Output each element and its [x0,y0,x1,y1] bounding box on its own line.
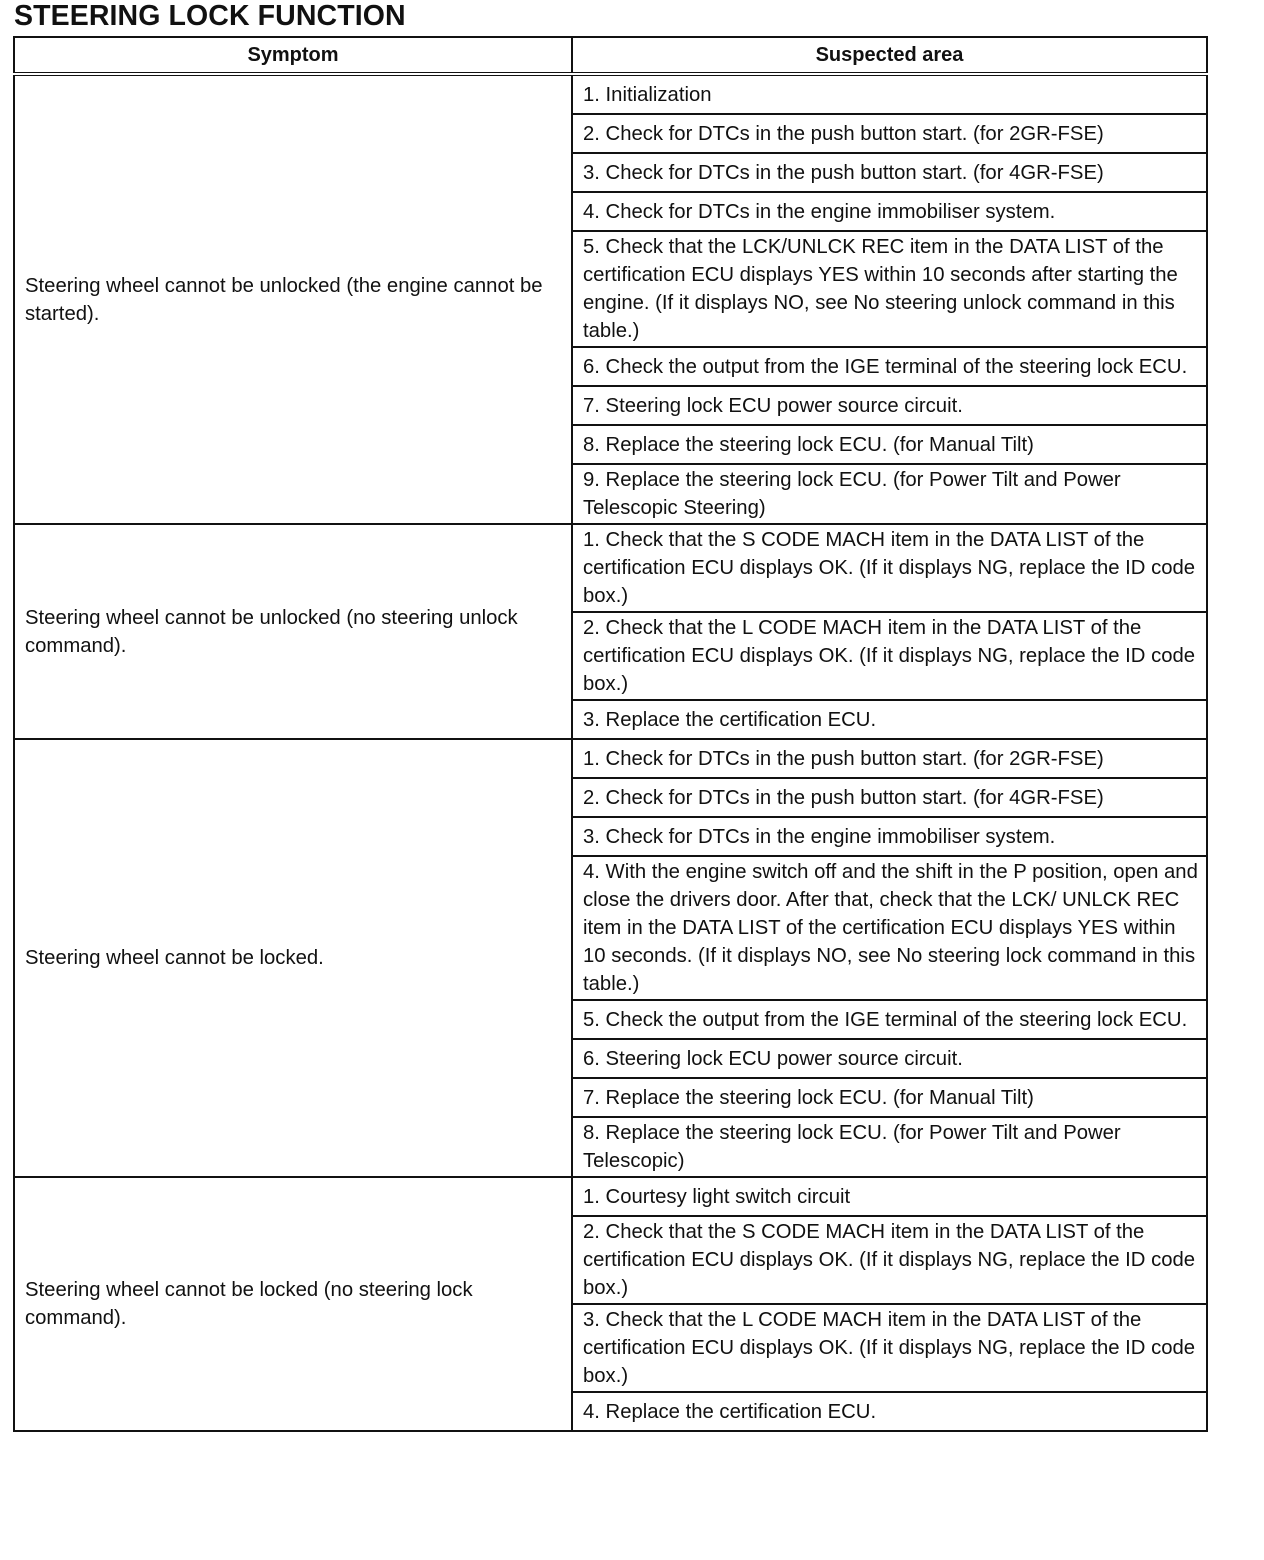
table-body [14,74,1207,1431]
suspected-area-cell: 2. Check for DTCs in the push button start. (for 4GR-FSE) [572,778,1207,817]
table-row [14,1177,1207,1216]
suspected-area-cell: 3. Check for DTCs in the engine immobiliser system. [572,817,1207,856]
suspected-area-cell: 8. Replace the steering lock ECU. (for Manual Tilt) [572,425,1207,464]
suspected-area-cell: 6. Steering lock ECU power source circuit. [572,1039,1207,1078]
symptom-cell: Steering wheel cannot be unlocked (the engine cannot be started). [14,74,572,524]
suspected-area-cell: 3. Check for DTCs in the push button start. (for 4GR-FSE) [572,153,1207,192]
suspected-area-cell: 2. Check that the L CODE MACH item in the DATA LIST of the certification ECU displays OK. (If it displays NG, replace the ID code box.) [572,612,1207,700]
symptom-cell: Steering wheel cannot be unlocked (no steering unlock command). [14,524,572,739]
suspected-area-cell: 8. Replace the steering lock ECU. (for Power Tilt and Power Telescopic) [572,1117,1207,1177]
header-suspected-area: Suspected area [572,37,1207,74]
suspected-area-cell: 4. Replace the certification ECU. [572,1392,1207,1431]
symptom-cell: Steering wheel cannot be locked. [14,739,572,1177]
table-row [14,524,1207,612]
suspected-area-cell: 1. Check for DTCs in the push button start. (for 2GR-FSE) [572,739,1207,778]
suspected-area-cell: 2. Check that the S CODE MACH item in the DATA LIST of the certification ECU displays OK. (If it displays NG, replace the ID code box.) [572,1216,1207,1304]
symptom-cell: Steering wheel cannot be locked (no steering lock command). [14,1177,572,1431]
suspected-area-cell: 4. Check for DTCs in the engine immobiliser system. [572,192,1207,231]
suspected-area-cell: 1. Check that the S CODE MACH item in the DATA LIST of the certification ECU displays OK. (If it displays NG, replace the ID code box.) [572,524,1207,612]
suspected-area-cell: 2. Check for DTCs in the push button start. (for 2GR-FSE) [572,114,1207,153]
suspected-area-cell: 5. Check that the LCK/UNLCK REC item in the DATA LIST of the certification ECU displays YES within 10 seconds after starting the engine. (If it displays NO, see No steering unlock command in this table.) [572,231,1207,347]
steering-lock-table [13,36,1208,1432]
header-symptom: Symptom [14,37,572,74]
page-title: STEERING LOCK FUNCTION [14,0,406,32]
suspected-area-cell: 1. Initialization [572,74,1207,114]
header-row [14,37,1207,74]
table-row [14,739,1207,778]
table-header [14,37,1207,74]
suspected-area-cell: 3. Check that the L CODE MACH item in the DATA LIST of the certification ECU displays OK. (If it displays NG, replace the ID code box.) [572,1304,1207,1392]
suspected-area-cell: 9. Replace the steering lock ECU. (for Power Tilt and Power Telescopic Steering) [572,464,1207,524]
table-row [14,74,1207,114]
suspected-area-cell: 5. Check the output from the IGE terminal of the steering lock ECU. [572,1000,1207,1039]
suspected-area-cell: 7. Replace the steering lock ECU. (for Manual Tilt) [572,1078,1207,1117]
suspected-area-cell: 6. Check the output from the IGE terminal of the steering lock ECU. [572,347,1207,386]
suspected-area-cell: 7. Steering lock ECU power source circuit. [572,386,1207,425]
suspected-area-cell: 4. With the engine switch off and the shift in the P position, open and close the drivers door. After that, check that the LCK/ UNLCK REC item in the DATA LIST of the certification ECU displays YES within 10 seconds. (If it displays NO, see No steering lock command in this table.) [572,856,1207,1000]
suspected-area-cell: 1. Courtesy light switch circuit [572,1177,1207,1216]
suspected-area-cell: 3. Replace the certification ECU. [572,700,1207,739]
